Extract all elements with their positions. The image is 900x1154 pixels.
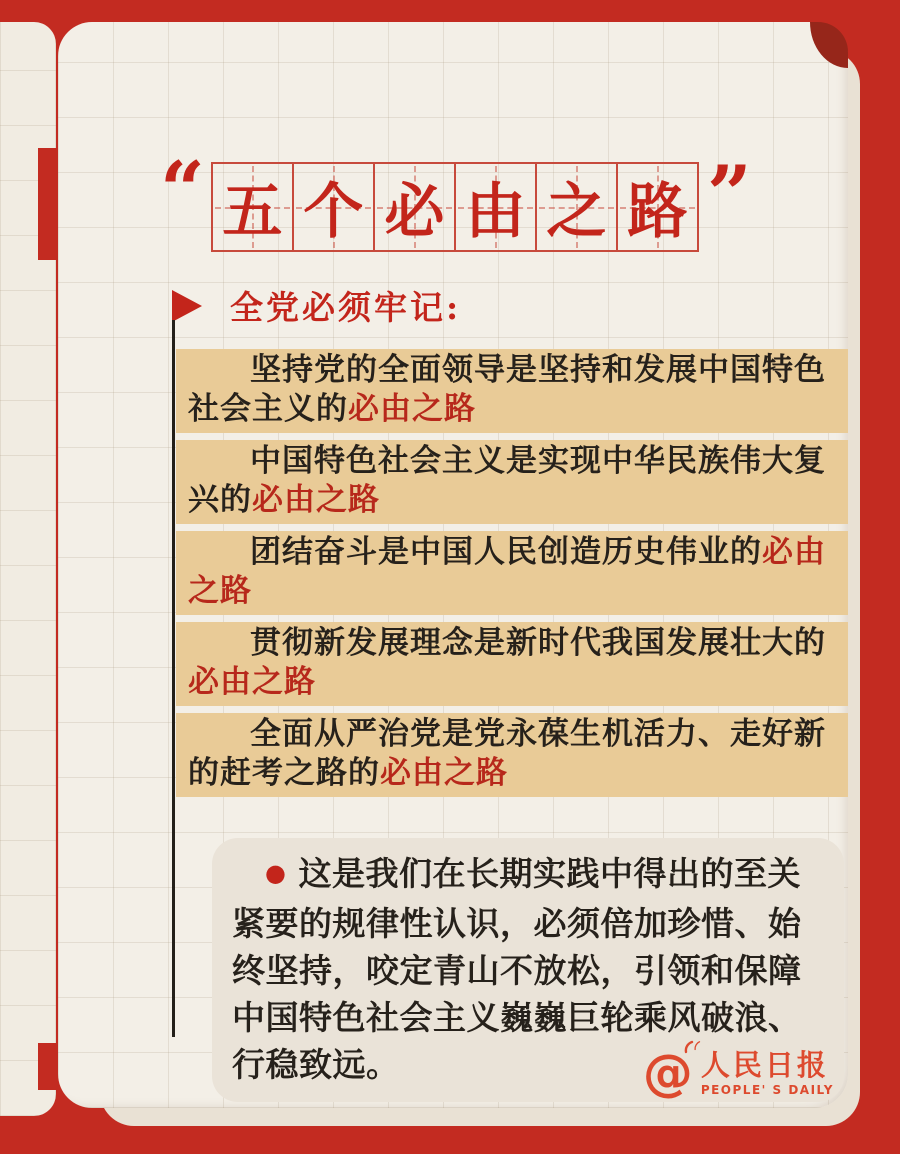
- sound-waves-icon: [683, 1039, 701, 1055]
- at-icon: @: [643, 1048, 693, 1098]
- summary-text: 这是我们在长期实践中得出的至关紧要的规律性认识，必须倍加珍惜、始终坚持，咬定青山不放松，引领和保障中国特色社会主义巍巍巨轮乘风破浪、行稳致远。: [232, 854, 802, 1084]
- title-character: 由: [465, 177, 526, 247]
- logo-subtitle: PEOPLE' S DAILY: [700, 1082, 834, 1097]
- list-item-text: 全面从严治党是党永葆生机活力、走好新的赶考之路的: [188, 716, 826, 791]
- bookmark-tab-top: [38, 148, 56, 260]
- list-item-highlight: 必由之路: [188, 534, 826, 609]
- list-item-text: 团结奋斗是中国人民创造历史伟业的: [250, 534, 762, 570]
- list-item-text: 坚持党的全面领导是坚持和发展中国特色社会主义的: [188, 352, 826, 427]
- bookmark-tab-bottom: [38, 1043, 56, 1090]
- title-character: 五: [222, 177, 283, 247]
- list-item: [176, 531, 848, 615]
- title-character-box: [454, 162, 537, 252]
- title-character-box: [292, 162, 375, 252]
- title-character-box: [535, 162, 618, 252]
- list-item-text: 贯彻新发展理念是新时代我国发展壮大的: [250, 625, 826, 661]
- peoples-daily-logo: [642, 1044, 834, 1102]
- bullet-icon: ●: [265, 858, 287, 887]
- logo-name: 人民日报: [700, 1048, 829, 1083]
- logo-text: [701, 1049, 834, 1096]
- triangle-bullet-icon: [172, 290, 202, 322]
- section-heading-label: 全党必须牢记:: [230, 288, 462, 327]
- list-item: [176, 713, 848, 797]
- section-heading: [172, 282, 461, 329]
- title-character-box: [211, 162, 294, 252]
- close-quote-mark: ”: [706, 149, 752, 240]
- key-points-list: [176, 349, 848, 804]
- open-quote-mark: “: [160, 145, 205, 236]
- vertical-rule: [172, 320, 175, 1037]
- title-character: 路: [627, 177, 688, 247]
- title-character: 之: [546, 177, 607, 247]
- list-item: [176, 349, 848, 433]
- title-character: 个: [303, 177, 364, 247]
- list-item-text: 中国特色社会主义是实现中华民族伟大复兴的: [188, 443, 826, 518]
- list-item-highlight: 必由之路: [188, 664, 316, 700]
- title-character: 必: [384, 177, 445, 247]
- title-character-grid: [213, 162, 699, 252]
- list-item: [176, 622, 848, 706]
- title-character-box: [373, 162, 456, 252]
- list-item-highlight: 必由之路: [348, 391, 476, 427]
- list-item-highlight: 必由之路: [252, 482, 380, 518]
- title-character-box: [616, 162, 699, 252]
- list-item: [176, 440, 848, 524]
- list-item-highlight: 必由之路: [380, 755, 508, 791]
- page-title: [160, 145, 752, 252]
